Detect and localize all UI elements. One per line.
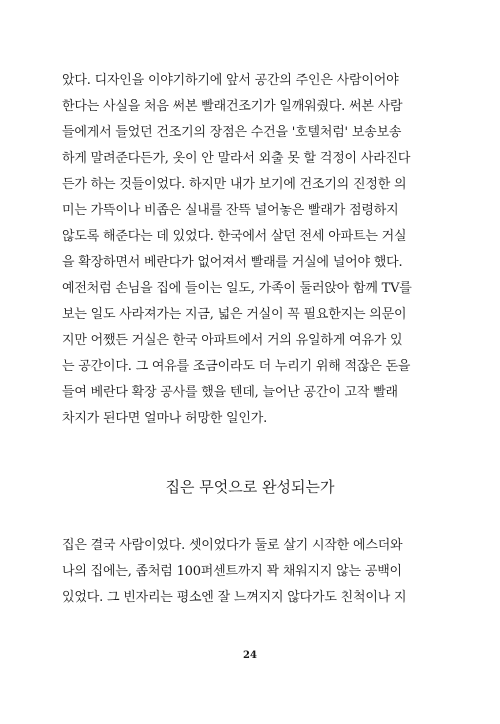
text-line: 하게 말려준다든가, 옷이 안 말라서 외출 못 할 걱정이 사라진다 [62, 151, 411, 166]
paragraph-2 [62, 533, 440, 611]
text-line: 차지가 된다면 얼마나 허망한 일인가. [62, 411, 268, 426]
text-line: 들여 베란다 확장 공사를 했을 텐데, 늘어난 공간이 고작 빨래 [62, 385, 398, 400]
text-line: 있었다. 그 빈자리는 평소엔 잘 느껴지지 않다가도 친척이나 지 [62, 590, 407, 605]
text-line: 든가 하는 것들이었다. 하지만 내가 보기에 건조기의 진정한 의 [62, 177, 407, 192]
page-number: 24 [243, 650, 257, 661]
text-line: 는 공간이다. 그 여유를 조금이라도 더 누리기 위해 적잖은 돈을 [62, 359, 411, 374]
section-heading: 집은 무엇으로 완성되는가 [165, 478, 335, 496]
text-line: 나의 집에는, 좁처럼 100퍼센트까지 꽉 채워지지 않는 공백이 [62, 564, 402, 579]
text-line: 미는 가뜩이나 비좁은 실내를 잔뜩 널어놓은 빨래가 점령하지 [62, 203, 399, 218]
text-line: 예전처럼 손님을 집에 들이는 일도, 가족이 둘러앉아 함께 TV를 [62, 281, 412, 296]
text-line: 집은 결국 사람이었다. 셋이었다가 둘로 살기 시작한 에스더와 [62, 538, 403, 553]
paragraph-1 [62, 68, 440, 432]
text-line: 았다. 디자인을 이야기하기에 앞서 공간의 주인은 사람이어야 [62, 73, 399, 88]
text-line: 을 확장하면서 베란다가 없어져서 빨래를 거실에 널어야 했다. [62, 255, 403, 270]
text-line: 들에게서 들었던 건조기의 장점은 수건을 '호텔처럼' 보송보송 [62, 125, 402, 140]
text-line: 한다는 사실을 처음 써본 빨래건조기가 일깨워줬다. 써본 사람 [62, 99, 403, 114]
text-line: 지만 어쨌든 거실은 한국 아파트에서 거의 유일하게 여유가 있 [62, 333, 403, 348]
text-line: 않도록 해준다는 데 있었다. 한국에서 살던 전세 아파트는 거실 [62, 229, 407, 244]
text-line: 보는 일도 사라져가는 지금, 넓은 거실이 꼭 필요한지는 의문이 [62, 307, 407, 322]
